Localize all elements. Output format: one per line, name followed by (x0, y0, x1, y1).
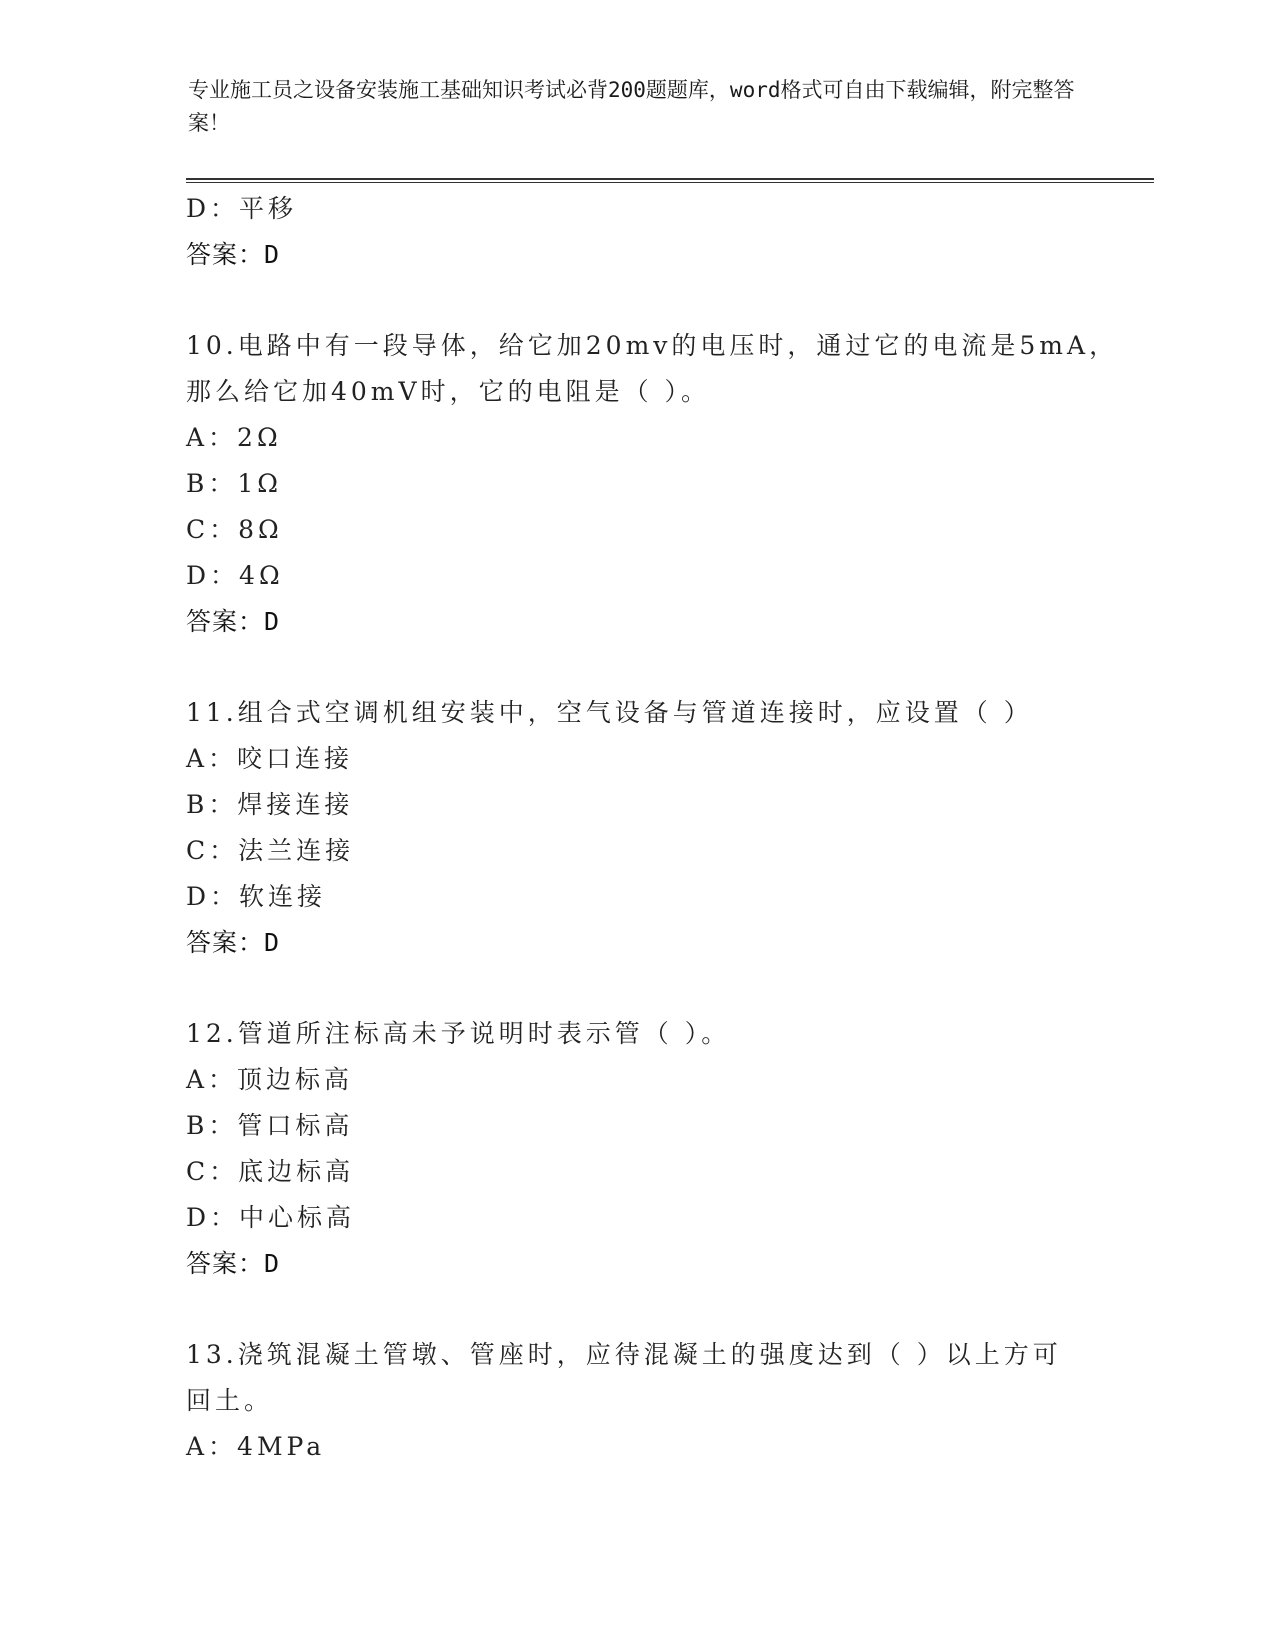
question-stem-line: 回土。 (186, 1386, 274, 1415)
option-a: A：顶边标高 (186, 1065, 354, 1094)
question-list (186, 186, 1119, 1470)
spacer (186, 966, 1086, 1011)
spacer (186, 1287, 1086, 1332)
prev-question-answer: 答案：D (186, 240, 281, 269)
option-d: D：中心标高 (186, 1203, 356, 1232)
option-c: C：底边标高 (186, 1157, 355, 1186)
spacer (186, 278, 1086, 323)
option-a: A：咬口连接 (186, 744, 354, 773)
option-b: B：焊接连接 (186, 790, 354, 819)
question-stem-line: 那么给它加40mV时，它的电阻是（ ）。 (186, 377, 711, 406)
option-d: D：软连接 (186, 882, 327, 911)
question-10 (186, 323, 1119, 645)
header-divider (186, 178, 1154, 183)
question-stem-line: 13.浇筑混凝土管墩、管座时，应待混凝土的强度达到（ ）以上方可 (186, 1340, 1062, 1369)
question-stem-line: 11.组合式空调机组安装中，空气设备与管道连接时，应设置（ ） (186, 698, 1033, 727)
page-header-title: 专业施工员之设备安装施工基础知识考试必背200题题库，word格式可自由下载编辑，附完整答案！ (188, 78, 1075, 135)
option-b: B：1Ω (186, 469, 283, 498)
spacer (186, 645, 1086, 690)
answer: 答案：D (186, 1249, 281, 1278)
option-c: C：法兰连接 (186, 836, 355, 865)
question-11 (186, 690, 1086, 966)
option-d: D：4Ω (186, 561, 284, 590)
option-b: B：管口标高 (186, 1111, 354, 1140)
answer: 答案：D (186, 928, 281, 957)
option-a: A：2Ω (186, 423, 282, 452)
option-a: A：4MPa (186, 1432, 326, 1461)
option-c: C：8Ω (186, 515, 283, 544)
prev-question-option-d: D：平移 (186, 194, 298, 223)
question-stem-line: 12.管道所注标高未予说明时表示管（ ）。 (186, 1019, 731, 1048)
question-stem-line: 10.电路中有一段导体，给它加20mv的电压时，通过它的电流是5mA， (186, 331, 1119, 360)
question-13 (186, 1332, 1086, 1470)
answer: 答案：D (186, 607, 281, 636)
question-12 (186, 1011, 1086, 1287)
